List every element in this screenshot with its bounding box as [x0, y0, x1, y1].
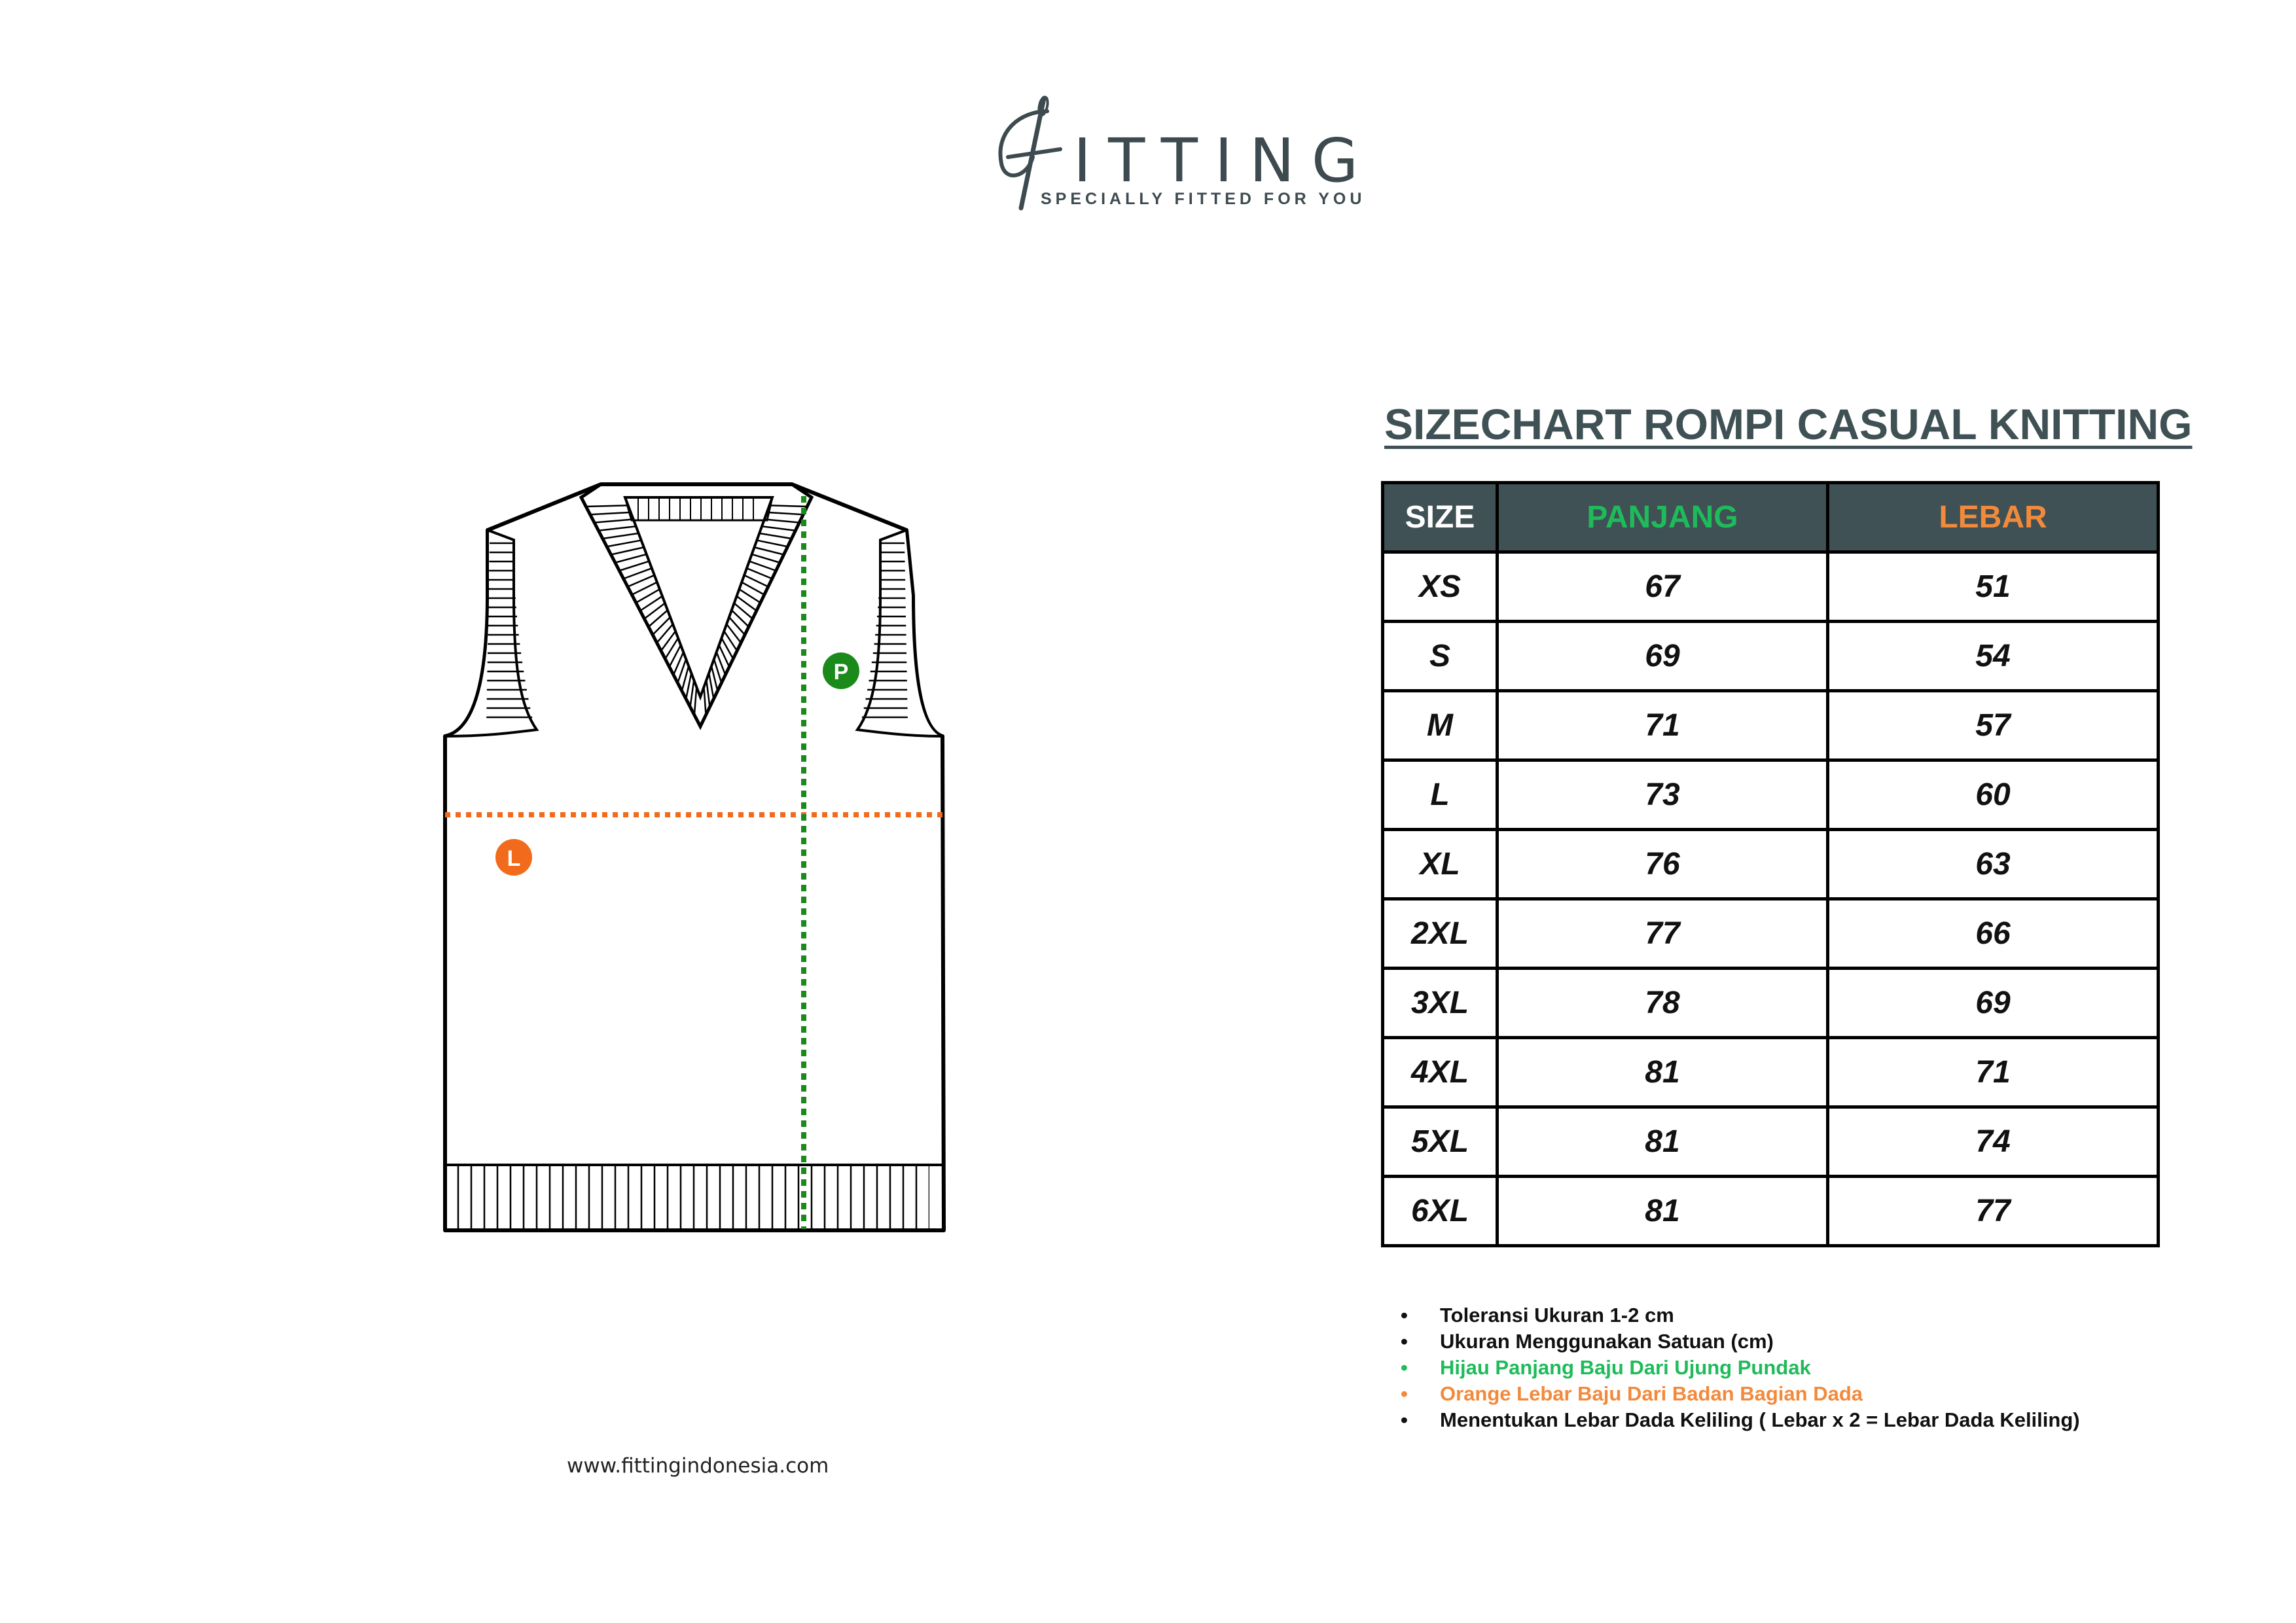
cell-lebar: 77: [1828, 1177, 2159, 1246]
note-item: • Ukuran Menggunakan Satuan (cm): [1388, 1329, 2080, 1355]
brand-tagline: SPECIALLY FITTED FOR YOU: [1041, 190, 1366, 208]
table-header-row: [1383, 483, 2159, 552]
svg-text:L: L: [507, 846, 521, 871]
table-row: [1383, 691, 2159, 760]
cell-panjang: 81: [1498, 1107, 1828, 1177]
svg-text:P: P: [833, 660, 849, 685]
table-row: [1383, 1177, 2159, 1246]
header-size: SIZE: [1383, 483, 1498, 552]
cell-size: 6XL: [1383, 1177, 1498, 1246]
table-row: [1383, 1038, 2159, 1107]
cell-lebar: 60: [1828, 760, 2159, 830]
cell-size: 4XL: [1383, 1038, 1498, 1107]
header-lebar: LEBAR: [1828, 483, 2159, 552]
cell-lebar: 71: [1828, 1038, 2159, 1107]
cell-panjang: 76: [1498, 830, 1828, 899]
header-panjang: PANJANG: [1498, 483, 1828, 552]
cell-size: 3XL: [1383, 969, 1498, 1038]
cell-lebar: 51: [1828, 552, 2159, 622]
cell-lebar: 69: [1828, 969, 2159, 1038]
note-item-orange: • Orange Lebar Baju Dari Badan Bagian Dada: [1388, 1381, 2080, 1407]
cell-size: L: [1383, 760, 1498, 830]
cell-panjang: 81: [1498, 1177, 1828, 1246]
cell-size: S: [1383, 622, 1498, 691]
cell-panjang: 67: [1498, 552, 1828, 622]
vest-diagram: [432, 471, 956, 1237]
brand-name: ITTING: [1073, 126, 1376, 196]
table-row: [1383, 1107, 2159, 1177]
panjang-marker-icon: [823, 652, 859, 689]
cell-size: XS: [1383, 552, 1498, 622]
note-item-green: • Hijau Panjang Baju Dari Ujung Pundak: [1388, 1355, 2080, 1381]
cell-panjang: 71: [1498, 691, 1828, 760]
cell-lebar: 74: [1828, 1107, 2159, 1177]
cell-size: XL: [1383, 830, 1498, 899]
size-table: [1381, 481, 2160, 1247]
table-row: [1383, 969, 2159, 1038]
page-title: SIZECHART ROMPI CASUAL KNITTING: [1384, 400, 2193, 448]
note-item: • Toleransi Ukuran 1-2 cm: [1388, 1302, 2080, 1329]
cell-size: 2XL: [1383, 899, 1498, 969]
cell-lebar: 54: [1828, 622, 2159, 691]
cell-panjang: 69: [1498, 622, 1828, 691]
cell-panjang: 77: [1498, 899, 1828, 969]
cell-lebar: 63: [1828, 830, 2159, 899]
cell-panjang: 78: [1498, 969, 1828, 1038]
cell-size: M: [1383, 691, 1498, 760]
cell-lebar: 57: [1828, 691, 2159, 760]
table-row: [1383, 830, 2159, 899]
cell-panjang: 81: [1498, 1038, 1828, 1107]
table-row: [1383, 622, 2159, 691]
note-item: • Menentukan Lebar Dada Keliling ( Lebar x 2 = Lebar Dada Keliling): [1388, 1407, 2080, 1433]
cell-size: 5XL: [1383, 1107, 1498, 1177]
brand-logo: [982, 92, 1376, 216]
table-row: [1383, 552, 2159, 622]
table-row: [1383, 899, 2159, 969]
lebar-marker-icon: [495, 839, 532, 876]
cell-panjang: 73: [1498, 760, 1828, 830]
cell-lebar: 66: [1828, 899, 2159, 969]
table-row: [1383, 760, 2159, 830]
notes-list: [1388, 1302, 2080, 1433]
website-link[interactable]: www.fittingindonesia.com: [567, 1454, 829, 1478]
